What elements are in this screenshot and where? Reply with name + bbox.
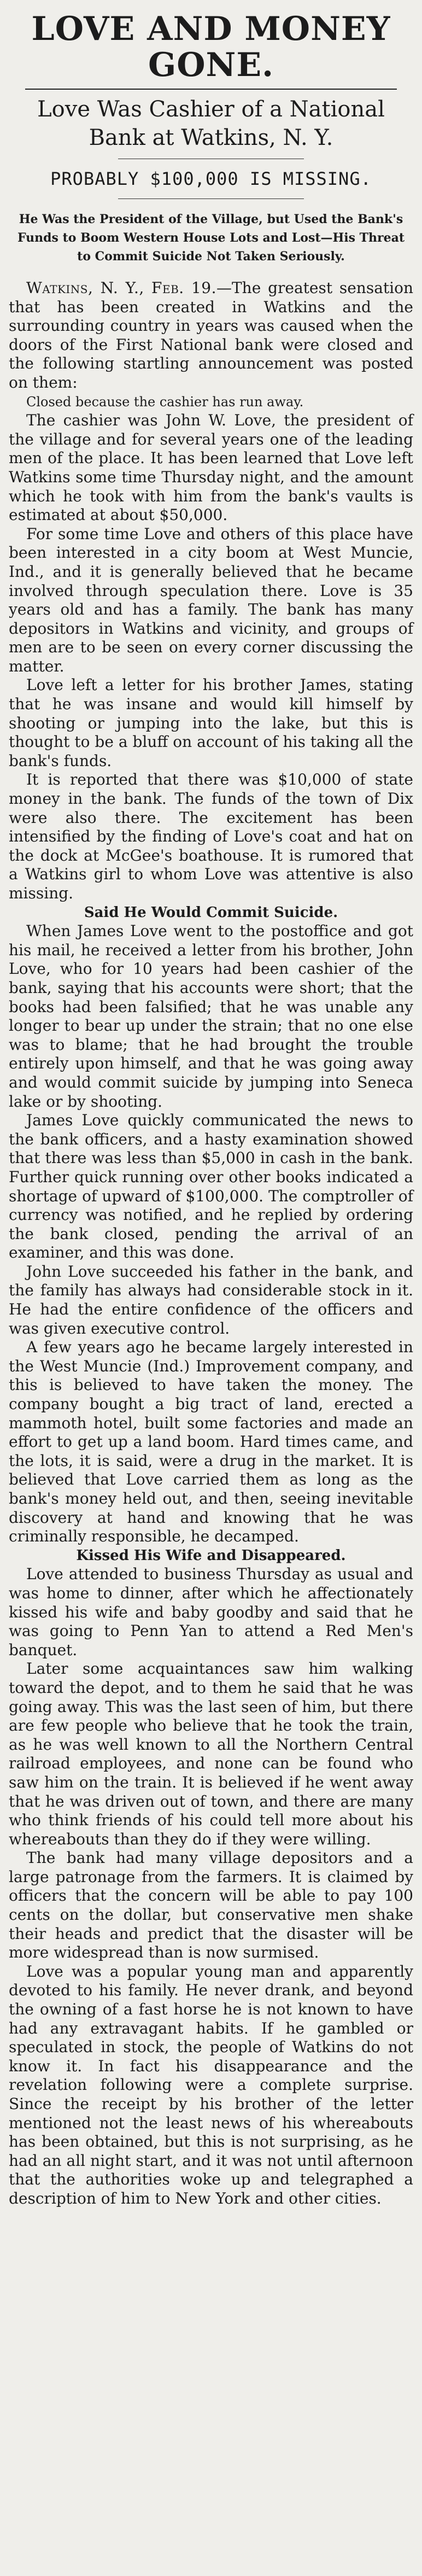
paragraph: The cashier was John W. Love, the president of the village and for several years one of the leading men of the place. It has been learned that Love left Watkins some time Thursday night, and the amount which he took with him from the bank's vaults is estimated at about $50,000. [9, 411, 413, 524]
paragraph: Love left a letter for his brother James, stating that he was insane and would kill himself by shooting or jumping into the lake, but this is thought to be a bluff on account of his taking all the bank's funds. [9, 676, 413, 770]
paragraph: For some time Love and others of this place have been interested in a city boom at West Muncie, Ind., and it is generally believed that he became involved through speculation there. Love is 35 years old and has a family. The bank has many depositors in Watkins and vicinity, and groups of men are to be seen on every corner discussing the matter. [9, 524, 413, 675]
deck: PROBABLY $100,000 IS MISSING. [50, 168, 372, 189]
headline: LOVE AND MONEY GONE. [31, 10, 391, 84]
newspaper-article [9, 0, 413, 2576]
paragraph: John Love succeeded his father in the bank, and the family has always had considerable stock in it. He had the entire confidence of the officers and was given executive control. [9, 1262, 413, 1337]
paragraph: When James Love went to the postoffice and got his mail, he received a letter from his brother, John Love, who for 10 years had been cashier of the bank, saying that his accounts were short; that the books had been falsified; that he was unable any longer to bear up under the strain; that no one else was to blame; that he had brought the trouble entirely upon himself, and that he was going away and would commit suicide by jumping into Seneca lake or by shooting. [9, 922, 413, 1111]
paragraph: Love was a popular young man and apparently devoted to his family. He never drank, and beyond the owning of a fast horse he is not known to have had any extravagant habits. If he gambled or speculated in stock, the people of Watkins do not know it. In fact his disappearance and the revelation following were a complete surprise. Since the receipt by his brother of the letter mentioned not the least news of his whereabouts has been obtained, but this is not surprising, as he had an all night start, and it was not until afternoon that the authorities woke up and telegraphed a description of him to New York and other cities. [9, 1962, 413, 2207]
divider [118, 198, 304, 199]
paragraph: Closed because the cashier has run away. [26, 394, 304, 410]
paragraph: It is reported that there was $10,000 of state money in the bank. The funds of the town of Dix were also there. The excitement has been intensified by the finding of Love's coat and hat on the dock at McGee's boathouse. It is rumored that a Watkins girl to whom Love was attentive is also missing. [9, 770, 413, 902]
paragraph: James Love quickly communicated the news to the bank officers, and a hasty examination showed that there was less than $5,000 in cash in the bank. Further quick running over other books indicated a shortage of upward of $100,000. The comptroller of currency was notified, and he replied by ordering the bank closed, pending the arrival of an examiner, and this was done. [9, 1111, 413, 1262]
section-heading: Kissed His Wife and Disappeared. [76, 1547, 346, 1564]
section-heading: Said He Would Commit Suicide. [84, 904, 338, 921]
divider [25, 89, 397, 90]
paragraph: Later some acquaintances saw him walking toward the depot, and to them he said that he was going away. This was the last seen of him, but there are few people who believe that he took the train, as he was well known to all the Northern Central railroad employees, and none can be found who saw him on the train. It is believed if he went away that he was driven out of town, and there are many who think friends of his could tell more about his whereabouts than they do if they were willing. [9, 1660, 413, 1848]
summary: He Was the President of the Village, but Used the Bank's Funds to Boom Western House Lots and Lost—His Threat to Commit Suicide Not Taken Seriously. [17, 212, 405, 264]
paragraph: The bank had many village depositors and a large patronage from the farmers. It is claimed by officers that the concern will be able to pay 100 cents on the dollar, but conservative men shake their heads and predict that the disaster will be more widespread than is now surmised. [9, 1849, 413, 1962]
article-body [9, 279, 413, 2209]
paragraph: Watkins, N. Y., Feb. 19.—The greatest sensation that has been created in Watkins and the surrounding country in years was caused when the doors of the First National bank were closed and the following startling announcement was posted on them: [9, 279, 413, 392]
subheadline: Love Was Cashier of a National Bank at Watkins, N. Y. [37, 97, 385, 150]
paragraph: Love attended to business Thursday as usual and was home to dinner, after which he affectionately kissed his wife and baby goodby and said that he was going to Penn Yan to attend a Red Men's banquet. [9, 1565, 413, 1659]
paragraph: A few years ago he became largely interested in the West Muncie (Ind.) Improvement company, and this is believed to have taken the money. The company bought a big tract of land, erected a mammoth hotel, built some factories and made an effort to get up a land boom. Hard times came, and the lots, it is said, were a drug in the market. It is believed that Love carried them as long as the bank's money held out, and then, seeing inevitable discovery at hand and knowing that he was criminally responsible, he decamped. [9, 1338, 413, 1546]
dateline: Watkins, N. Y., Feb. 19. [26, 279, 216, 297]
